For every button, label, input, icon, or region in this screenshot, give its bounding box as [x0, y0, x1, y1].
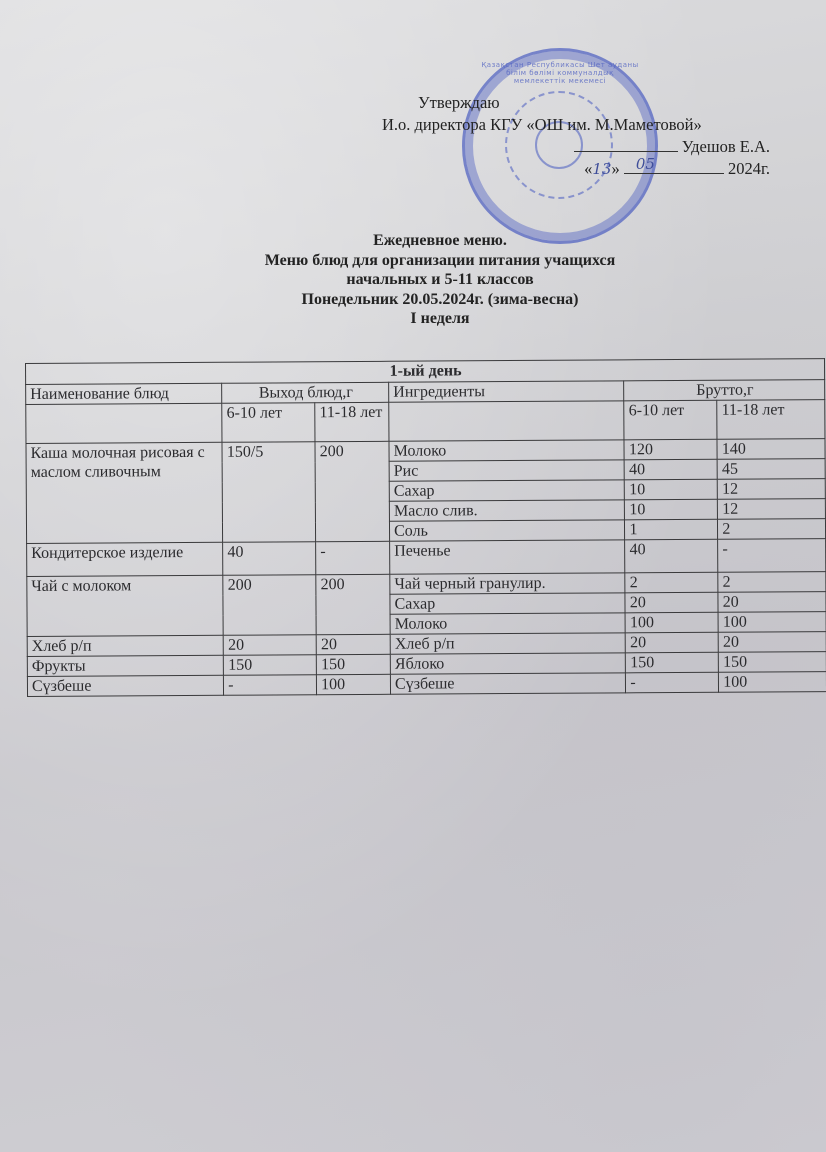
- title-week: I неделя: [410, 310, 470, 327]
- date-year: 2024г.: [727, 159, 770, 178]
- ingredient-gross-11-18: 20: [718, 592, 826, 613]
- dish-name: Сүзбеше: [27, 675, 223, 696]
- approval-block: [370, 92, 776, 180]
- header-gross: Брутто,г: [624, 380, 825, 401]
- date-quote-close: »: [611, 159, 620, 178]
- dish-output-6-10: -: [224, 675, 317, 696]
- dish-name: Каша молочная рисовая с маслом сливочным: [26, 442, 223, 543]
- signatory-name: Удешов Е.А.: [681, 137, 770, 156]
- header-dish: Наименование блюд: [26, 383, 222, 404]
- ingredient-gross-6-10: 10: [625, 479, 718, 500]
- date-month-line: [624, 155, 724, 174]
- ingredient-name: Сүзбеше: [390, 673, 625, 694]
- approval-position: И.о. директора КГУ «ОШ им. М.Маметовой»: [382, 115, 702, 134]
- age-header-empty: [26, 403, 223, 443]
- dish-output-6-10: 40: [223, 542, 316, 576]
- header-output-6-10: 6-10 лет: [222, 403, 315, 443]
- ingredient-name: Молоко: [389, 440, 624, 461]
- ingredient-name: Яблоко: [390, 653, 625, 674]
- ingredient-gross-6-10: 120: [624, 439, 717, 460]
- ingredient-gross-11-18: 45: [717, 459, 825, 480]
- table-row: [27, 539, 826, 577]
- dish-output-11-18: 200: [315, 441, 389, 541]
- ingredient-gross-6-10: 40: [625, 459, 718, 480]
- ingredient-gross-11-18: 140: [717, 439, 825, 460]
- dish-name: Кондитерское изделие: [27, 542, 224, 576]
- ingredient-gross-11-18: 100: [719, 672, 826, 693]
- header-ingredients: Ингредиенты: [389, 381, 624, 402]
- age-header-row: [26, 400, 825, 444]
- approval-heading: Утверждаю: [418, 93, 500, 112]
- title-date: Понедельник 20.05.2024г. (зима-весна): [301, 290, 579, 308]
- ingredient-name: Сахар: [390, 593, 625, 614]
- ingredient-gross-6-10: 20: [625, 592, 718, 613]
- dish-output-11-18: 100: [317, 674, 391, 694]
- ingredient-gross-6-10: 20: [626, 632, 719, 653]
- document-titles: [0, 231, 826, 329]
- ingredient-name: Чай черный гранулир.: [390, 573, 625, 594]
- header-output: Выход блюд,г: [222, 382, 389, 403]
- ingredient-gross-6-10: 150: [626, 652, 719, 673]
- dish-output-6-10: 150/5: [222, 442, 315, 543]
- dish-name: Хлеб р/п: [27, 635, 223, 656]
- age-header-empty-ingr: [389, 401, 625, 441]
- ingredient-gross-6-10: 2: [625, 572, 718, 593]
- ingredient-name: Печенье: [390, 540, 626, 574]
- date-quote-open: «: [584, 159, 593, 178]
- menu-table: [25, 358, 826, 697]
- dish-output-11-18: 150: [316, 654, 390, 674]
- header-gross-11-18: 11-18 лет: [717, 400, 825, 440]
- ingredient-name: Сахар: [389, 480, 624, 501]
- day-label-text: 1-ый день: [389, 362, 462, 380]
- ingredient-gross-11-18: 100: [718, 612, 826, 633]
- dish-name: Чай с молоком: [27, 575, 224, 636]
- approval-date: [370, 155, 776, 180]
- ingredient-gross-11-18: -: [718, 539, 826, 573]
- title-daily-menu: Ежедневное меню.: [373, 232, 507, 249]
- ingredient-gross-11-18: 12: [718, 479, 826, 500]
- dish-output-6-10: 200: [223, 575, 316, 636]
- ingredient-gross-11-18: 2: [718, 572, 826, 593]
- dish-output-11-18: 20: [316, 634, 390, 654]
- table-row: [27, 672, 826, 697]
- ingredient-gross-11-18: 20: [718, 632, 826, 653]
- dish-output-6-10: 20: [223, 635, 316, 656]
- stamp-ring-text: Қазақстан Республикасы Шет ауданы білім бөлімі коммуналдық мемлекеттік мекемесі: [481, 61, 639, 85]
- ingredient-gross-11-18: 150: [719, 652, 826, 673]
- dish-name: Фрукты: [27, 655, 223, 676]
- ingredient-gross-6-10: 1: [625, 519, 718, 540]
- dish-output-11-18: -: [316, 541, 390, 574]
- ingredient-gross-11-18: 12: [718, 499, 826, 520]
- ingredient-name: Рис: [389, 460, 624, 481]
- title-menu-description: Меню блюд для организации питания учащихся: [264, 251, 616, 269]
- title-classes: начальных и 5-11 классов: [346, 271, 534, 288]
- header-output-11-18: 11-18 лет: [315, 402, 389, 441]
- ingredient-gross-6-10: 100: [625, 612, 718, 633]
- ingredient-gross-6-10: 10: [625, 499, 718, 520]
- approval-signatory: [370, 136, 776, 158]
- dish-output-11-18: 200: [316, 574, 390, 634]
- signature-line: [574, 137, 678, 152]
- ingredient-name: Хлеб р/п: [390, 633, 625, 654]
- dish-output-6-10: 150: [224, 655, 317, 676]
- ingredient-gross-6-10: 40: [625, 539, 718, 573]
- ingredient-gross-6-10: -: [626, 672, 719, 693]
- date-day: 13: [592, 160, 612, 178]
- header-gross-6-10: 6-10 лет: [624, 400, 717, 440]
- ingredient-name: Молоко: [390, 613, 625, 634]
- ingredient-gross-11-18: 2: [718, 519, 826, 540]
- ingredient-name: Соль: [390, 520, 625, 541]
- date-month: 05: [635, 155, 655, 173]
- ingredient-name: Масло слив.: [389, 500, 624, 521]
